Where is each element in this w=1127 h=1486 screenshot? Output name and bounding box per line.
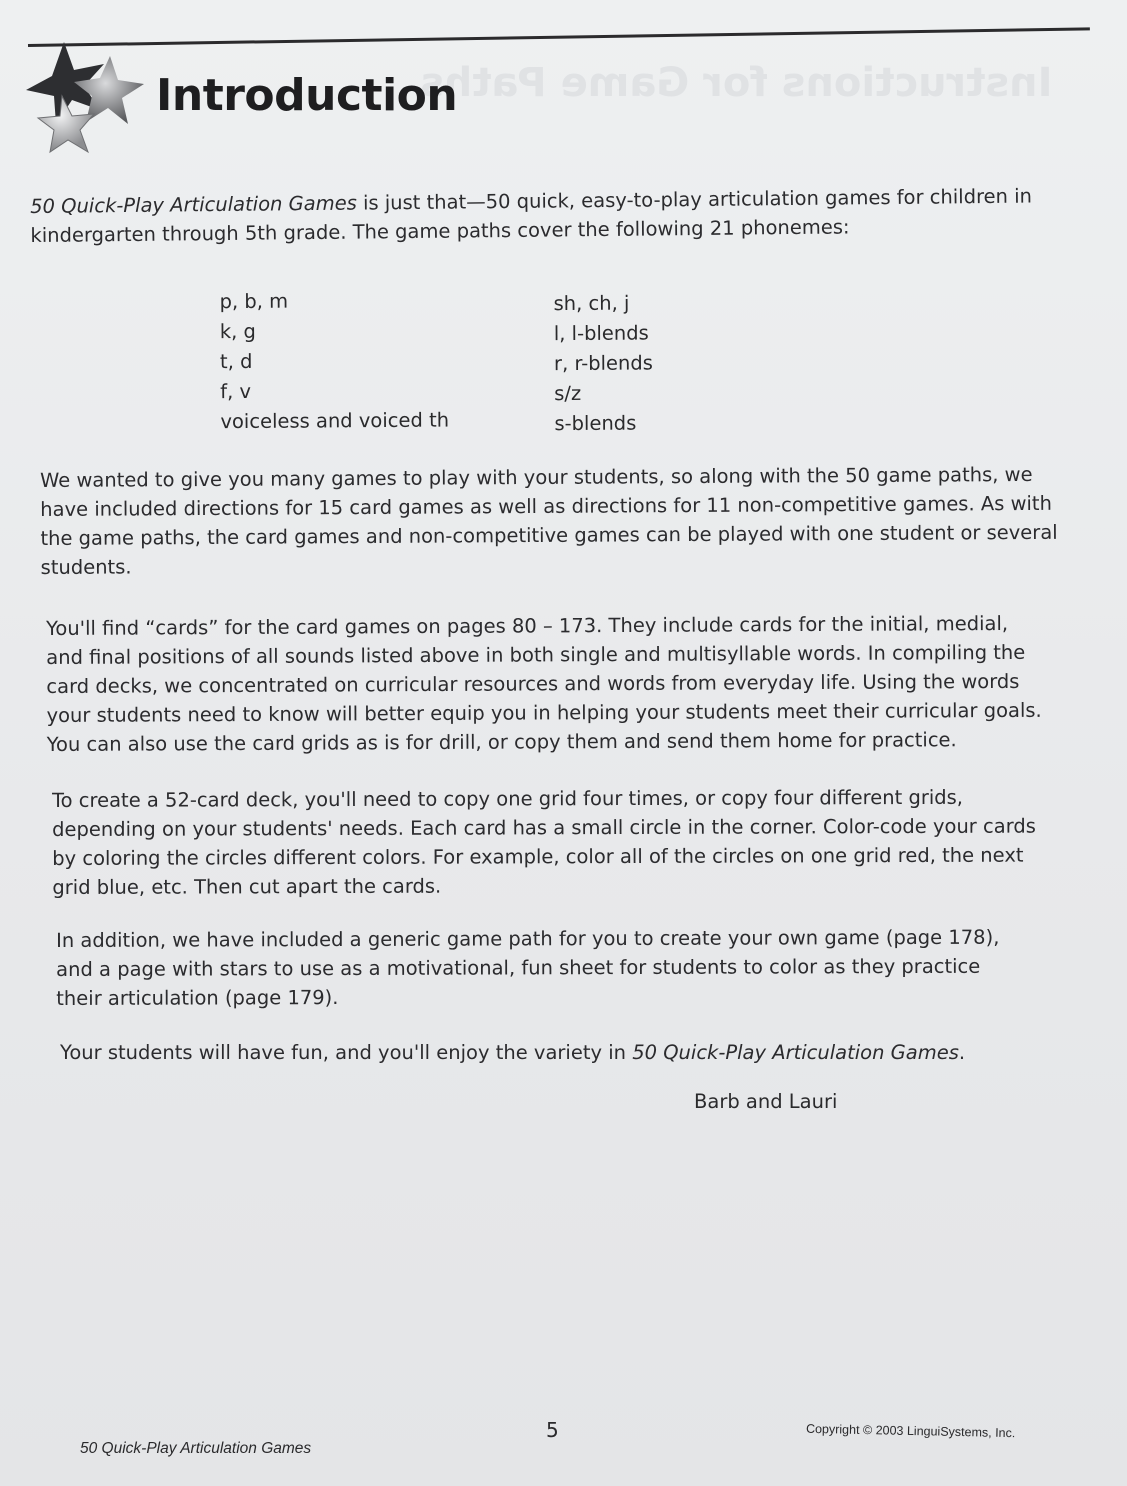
closing-text: Your students will have fun, and you'll enjoy the variety in <box>60 1041 633 1064</box>
phoneme-item: k, g <box>219 319 256 344</box>
intro-book-title: 50 Quick-Play Articulation Games <box>30 191 357 218</box>
intro-text: is just that—50 quick, easy-to-play articulation games for children in kindergarten through 5th grade. The game paths cover the following 21 phonemes: <box>30 184 1033 247</box>
phoneme-item: s/z <box>554 381 582 406</box>
header-rule <box>28 27 1090 47</box>
page-title: Introduction <box>156 70 458 121</box>
stars-icon <box>22 38 152 158</box>
deck-paragraph: To create a 52-card deck, you'll need to copy one grid four times, or copy four different grids, depending on your students' needs. Each card has a small circle in the corner. Color-code your cards by coloring the circles different colors. For example, color all of the circles on one grid red, the next grid blue, etc. Then cut apart the cards. <box>52 785 1036 899</box>
games-paragraph: We wanted to give you many games to play with your students, so along with the 50 game paths, we have included directions for 15 card games as well as directions for 11 non-competitive games. As with the game paths, the card games and non-competitive games can be played with one student or several students. <box>40 462 1058 579</box>
phoneme-item: t, d <box>219 349 253 374</box>
phoneme-item: sh, ch, j <box>553 291 630 316</box>
closing-period: . <box>958 1041 966 1064</box>
phoneme-item: s-blends <box>554 411 637 436</box>
phoneme-item: voiceless and voiced th <box>220 408 450 434</box>
phoneme-list-left <box>219 285 540 437</box>
phoneme-item: l, l-blends <box>553 321 649 346</box>
closing-paragraph <box>60 1038 980 1067</box>
phoneme-item: p, b, m <box>219 289 289 314</box>
footer-copyright: Copyright © 2003 LinguiSystems, Inc. <box>805 1421 1016 1441</box>
cards-paragraph: You'll find “cards” for the card games on pages 80 – 173. They include cards for the initial, medial, and final positions of all sounds listed above in both single and multisyllable words. In compiling the card decks, we concentrated on curricular resources and words from everyday life. Using the words your students need to know will better equip you in helping your students meet their curricular goals. You can also use the card grids as is for drill, or copy them and send them home for practice. <box>46 611 1042 756</box>
addition-paragraph: In addition, we have included a generic game path for you to create your own game (page 178), and a page with stars to use as a motivational, fun sheet for students to color as they practice their articulation (page 179). <box>56 925 1000 1010</box>
intro-paragraph <box>30 181 1081 250</box>
page-number: 5 <box>546 1418 559 1442</box>
phoneme-item: r, r-blends <box>553 351 654 376</box>
phoneme-item: f, v <box>220 379 252 404</box>
footer-book-title: 50 Quick-Play Articulation Games <box>80 1440 312 1457</box>
signature: Barb and Lauri <box>694 1090 838 1113</box>
closing-book-title: 50 Quick-Play Articulation Games <box>632 1041 959 1064</box>
phoneme-list-right <box>553 287 874 439</box>
show-through-text: Instructions for Game Paths <box>420 60 1053 106</box>
